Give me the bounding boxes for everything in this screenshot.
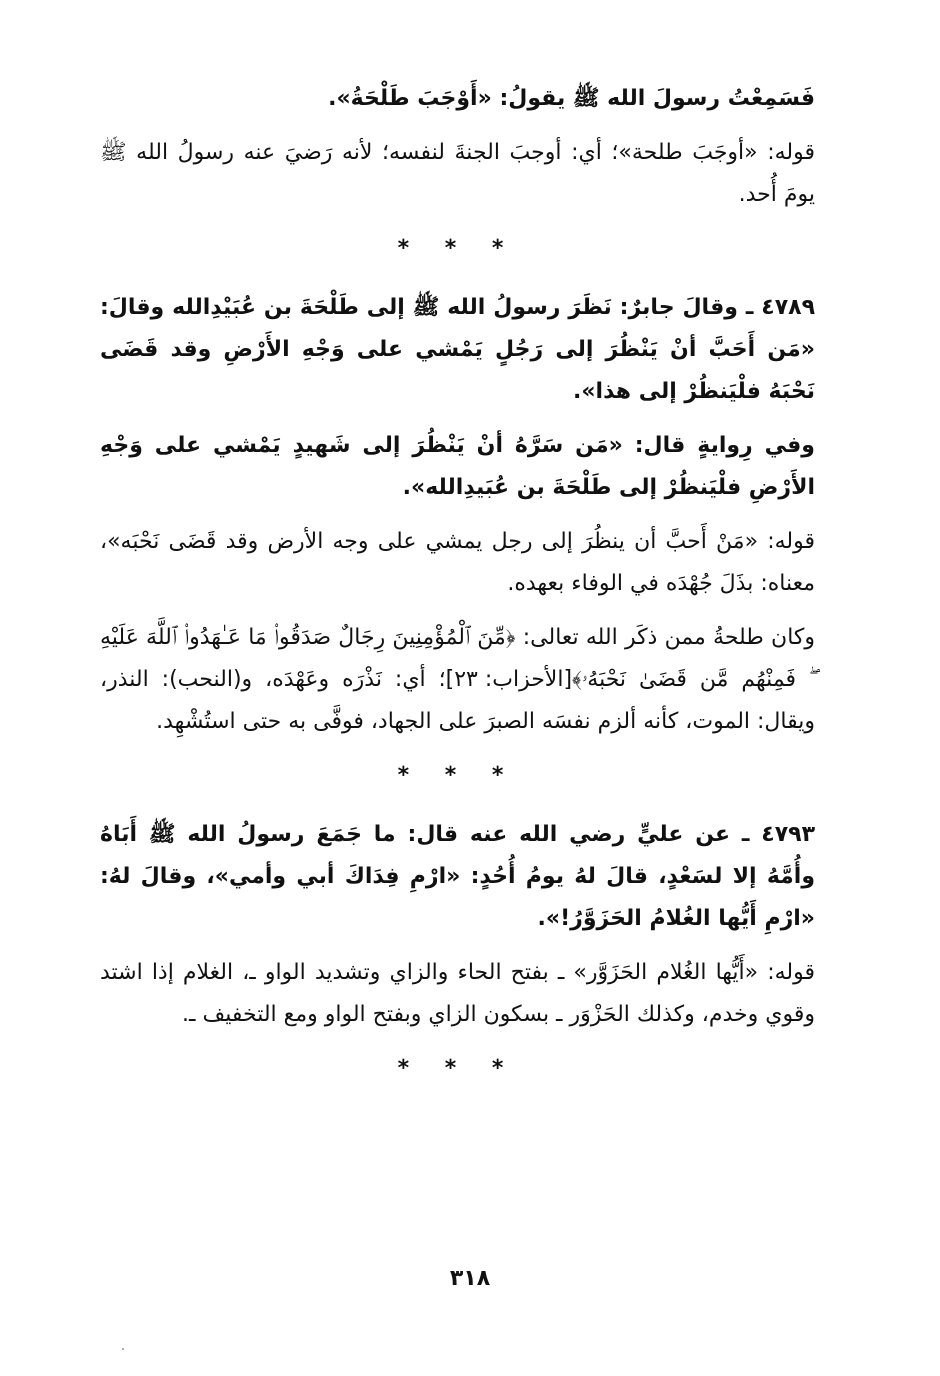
hadith-4789: ٤٧٨٩ ـ وقالَ جابرٌ: نَظَرَ رسولُ الله ﷺ إلى طَلْحَةَ بن عُبَيْدِالله وقالَ: «مَن أَحَبَّ أنْ يَنْظُرَ إلى رَجُلٍ يَمْشي على وَجْهِ الأَرْضِ وقد قَضَى نَحْبَهُ فلْيَنظُرْ إلى هذا». (100, 295, 815, 404)
section-separator: * * * (397, 236, 518, 261)
scan-speck (122, 1348, 124, 1350)
hadith-riwaya: وفي رِوايةٍ قال: «مَن سَرَّهُ أنْ يَنْظُرَ إلى شَهيدٍ يَمْشي على وَجْهِ الأَرْضِ فلْيَنظُرْ إلى طَلْحَةَ بن عُبَيدِالله». (100, 433, 815, 500)
page-number: ٣١٨ (449, 1266, 491, 1291)
commentary-paragraph: قوله: «مَنْ أَحبَّ أن ينظُرَ إلى رجل يمشي على وجه الأرض وقد قَضَى نَحْبَه»، معناه: بذَلَ جُهْدَه في الوفاء بعهده. (100, 529, 815, 596)
commentary-paragraph: قوله: «أوجَبَ طلحة»؛ أي: أوجبَ الجنةَ لنفسه؛ لأنه رَضيَ عنه رسولُ الله ﷺ يومَ أُحد. (100, 140, 815, 207)
hadith-4793: ٤٧٩٣ ـ عن عليٍّ رضي الله عنه قال: ما جَمَعَ رسولُ الله ﷺ أَبَاهُ وأُمَّهُ إلا لسَعْدٍ، قالَ لهُ يومُ أُحُدٍ: «ارْمِ فِدَاكَ أبي وأمي»، وقالَ لهُ: «ارْمِ أَيُّها الغُلامُ الحَزَوَّرُ!». (100, 822, 815, 931)
page-body (100, 78, 815, 1107)
commentary-paragraph: وكان طلحةُ ممن ذكَر الله تعالى: ﴿مِّنَ ٱلْمُؤْمِنِينَ رِجَالٌ صَدَقُوا۟ مَا عَـٰهَدُوا۟ ٱللَّهَ عَلَيْهِ ۖ فَمِنْهُم مَّن قَضَىٰ نَحْبَهُۥ﴾[الأحزاب: ٢٣]؛ أي: نَذْرَه وعَهْدَه، و(النحب): النذر، ويقال: الموت، كأنه ألزم نفسَه الصبرَ على الجهاد، فوفَّى به حتى استُشْهِد. (100, 625, 815, 734)
section-separator: * * * (397, 1056, 518, 1081)
section-separator: * * * (397, 763, 518, 788)
hadith-quote-line: فَسَمِعْتُ رسولَ الله ﷺ يقولُ: «أَوْجَبَ طَلْحَةُ». (328, 86, 815, 111)
commentary-paragraph: قوله: «أَيُّها الغُلام الحَزَوَّر» ـ بفتح الحاء والزاي وتشديد الواو ـ، الغلام إذا اشتد وقوي وخدم، وكذلك الحَزْوَر ـ بسكون الزاي وبفتح الواو ومع التخفيف ـ. (100, 960, 815, 1027)
